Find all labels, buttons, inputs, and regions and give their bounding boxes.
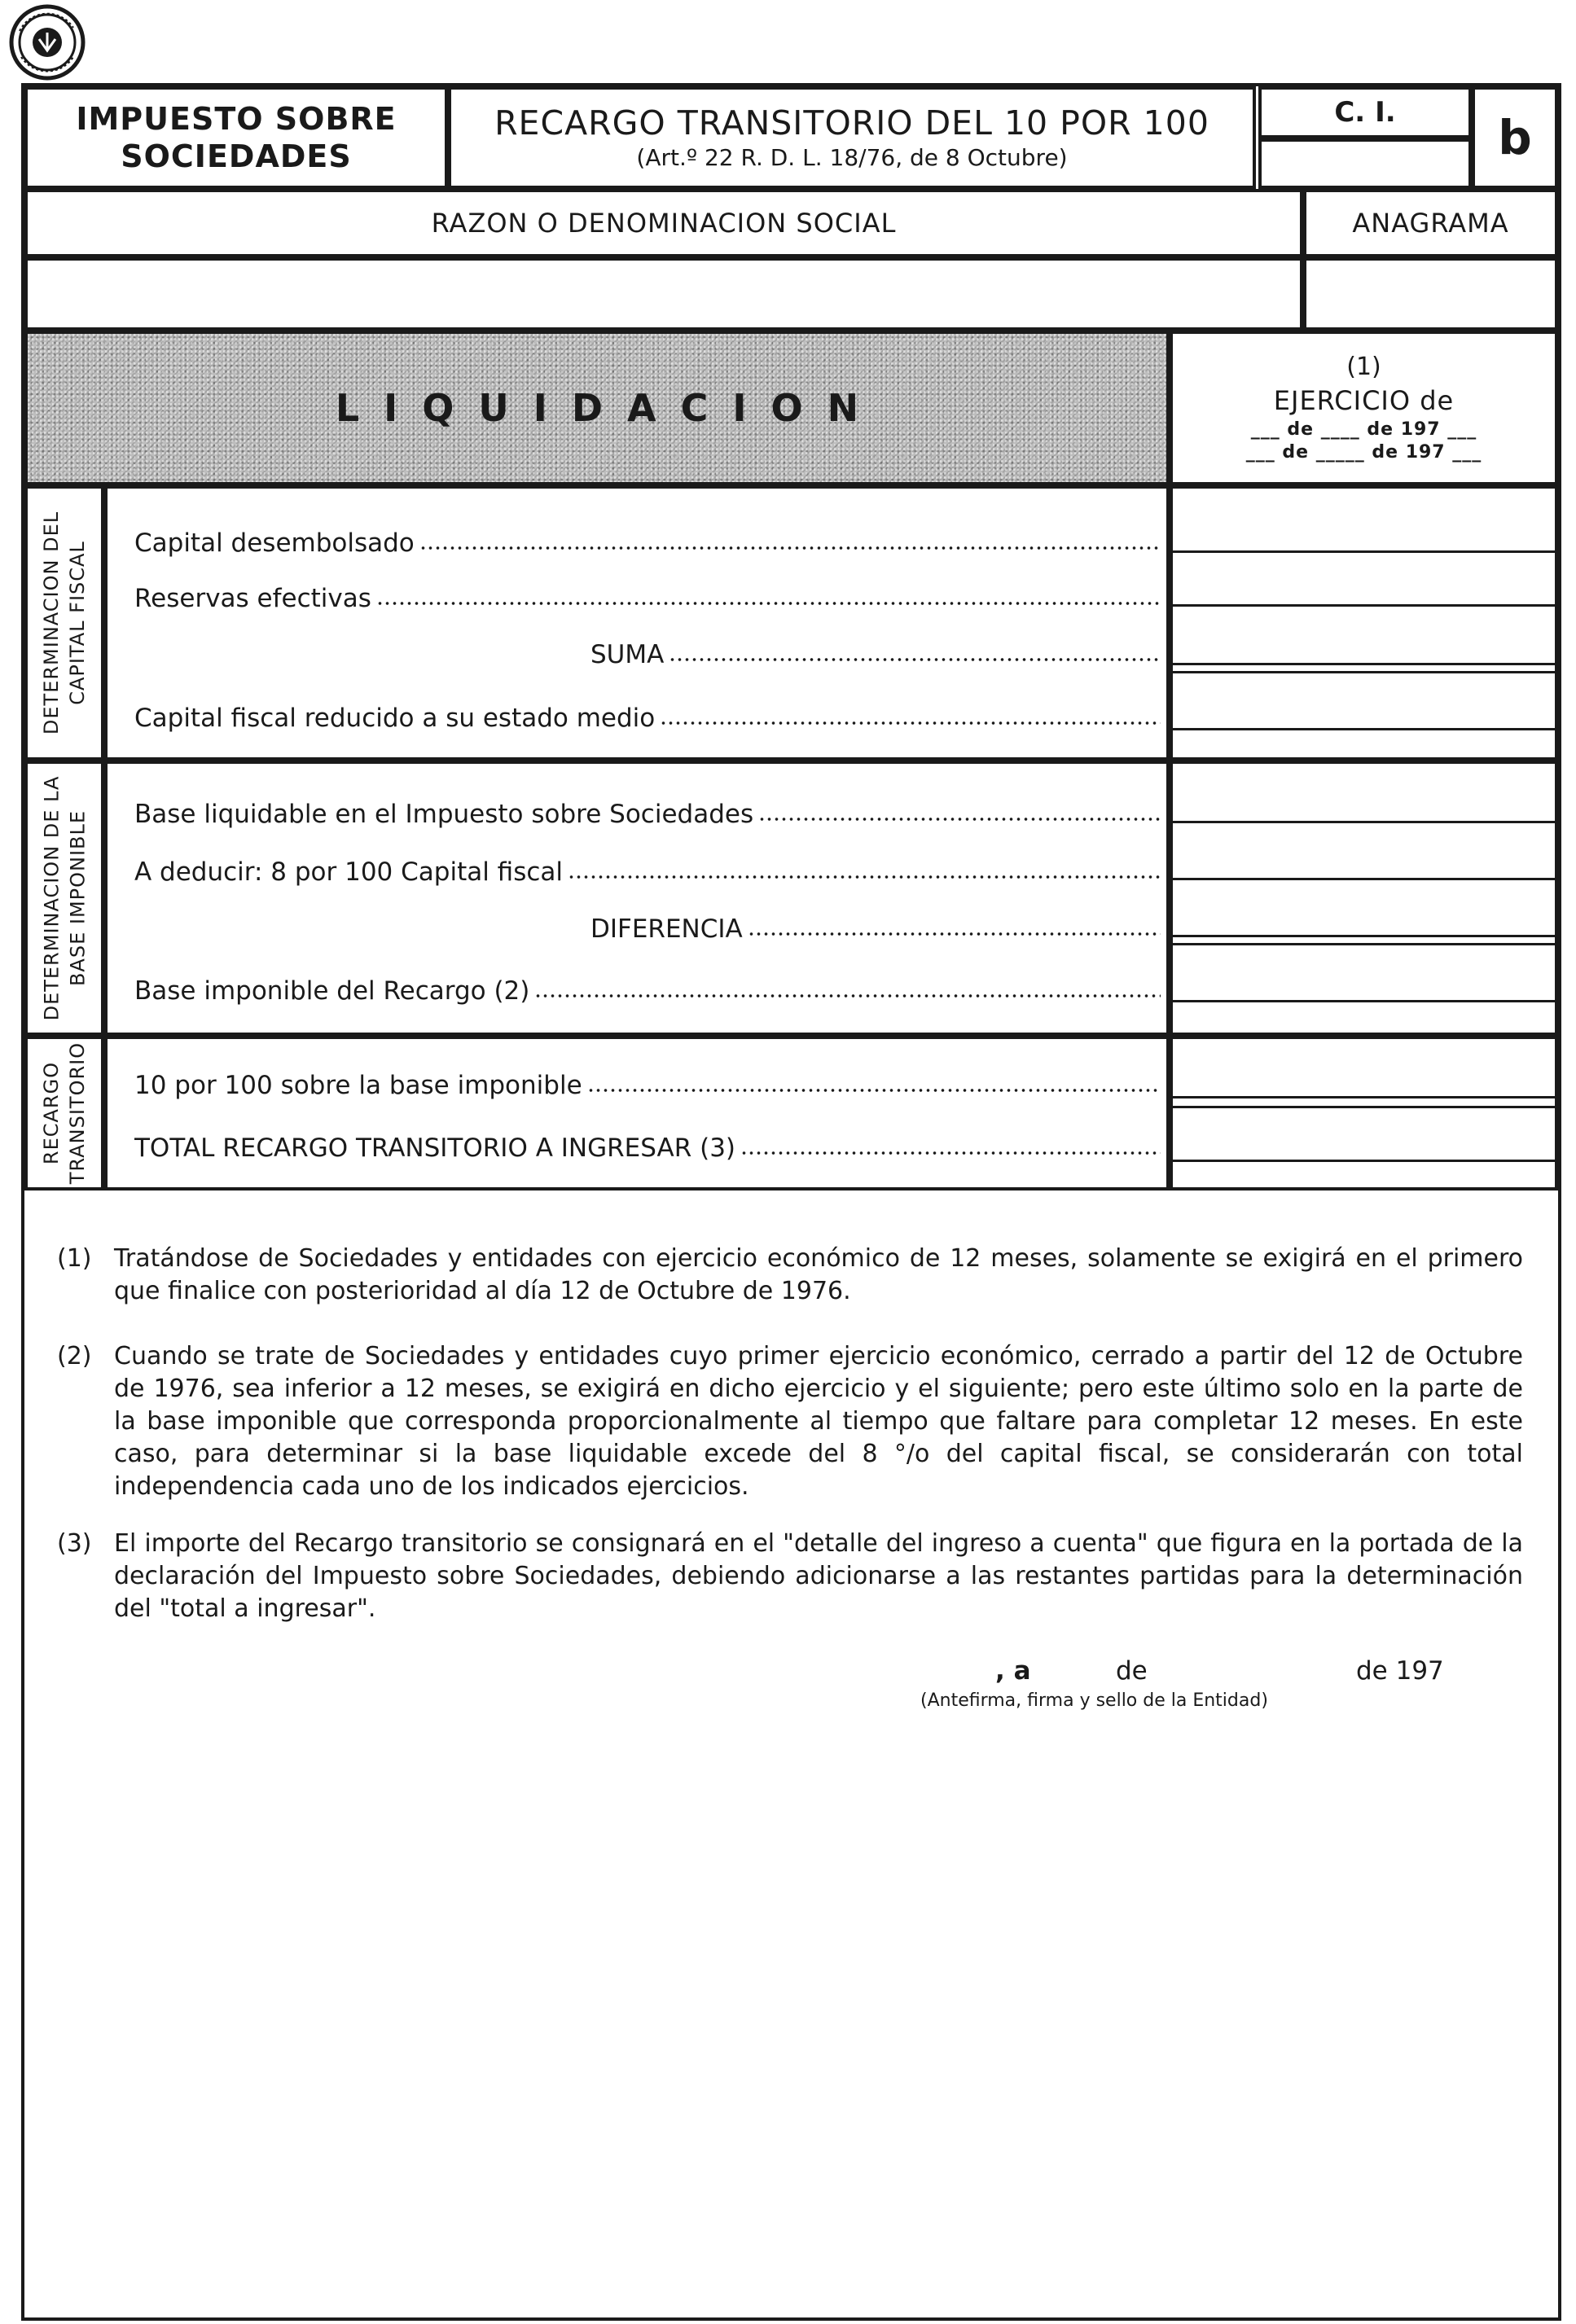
form-title-cell xyxy=(448,86,1256,189)
row-label: 10 por 100 sobre la base imponible xyxy=(134,1071,582,1100)
amount-line[interactable] xyxy=(1170,943,1558,945)
row-total-recargo xyxy=(134,1128,1161,1169)
footnote-number: (2) xyxy=(57,1342,92,1370)
dot-leader xyxy=(376,598,1161,609)
section-base-imponible-label xyxy=(24,761,104,1036)
signature-place[interactable]: , a xyxy=(995,1656,1031,1686)
row-label: Base liquidable en el Impuesto sobre Sociedades xyxy=(134,800,754,829)
section-label-line2: BASE IMPONIBLE xyxy=(66,809,89,987)
ejercicio-period-end[interactable]: ___ de _____ de 197 ___ xyxy=(1245,442,1482,463)
footnote-2 xyxy=(57,1340,1523,1503)
section-capital-fiscal-label xyxy=(24,485,104,761)
amount-line[interactable] xyxy=(1170,550,1558,553)
row-label: SUMA xyxy=(590,640,665,669)
amount-line[interactable] xyxy=(1170,671,1558,673)
anagram-field[interactable] xyxy=(1303,257,1558,331)
amount-line[interactable] xyxy=(1170,1160,1558,1162)
dot-leader xyxy=(419,542,1161,554)
amount-line[interactable] xyxy=(1170,728,1558,730)
row-suma xyxy=(134,634,1161,675)
tax-name-cell xyxy=(24,86,448,189)
amount-line[interactable] xyxy=(1170,663,1558,665)
form-subtitle: (Art.º 22 R. D. L. 18/76, de 8 Octubre) xyxy=(636,144,1068,171)
form-letter: b xyxy=(1472,86,1558,189)
footnote-text: Tratándose de Sociedades y entidades con ejercicio económico de 12 meses, solamente se exigirá en el primero que finalice con posterioridad al día 12 de Octubre de 1976. xyxy=(114,1244,1523,1305)
liquidacion-title: LIQUIDACION xyxy=(335,386,884,430)
section-label-line2: TRANSITORIO xyxy=(66,1041,89,1185)
section-label-line1: RECARGO xyxy=(40,1061,63,1165)
tax-name-line2: SOCIEDADES xyxy=(121,138,352,174)
footnote-3 xyxy=(57,1528,1523,1625)
dot-leader xyxy=(758,813,1161,825)
dot-leader xyxy=(740,1147,1161,1159)
dot-leader xyxy=(660,717,1161,729)
row-label: Capital fiscal reducido a su estado medio xyxy=(134,704,656,733)
row-label: A deducir: 8 por 100 Capital fiscal xyxy=(134,857,564,887)
dot-leader xyxy=(748,928,1161,940)
amount-line[interactable] xyxy=(1170,604,1558,607)
signature-year[interactable]: de 197 xyxy=(1356,1656,1444,1686)
row-capital-desembolsado xyxy=(134,523,1161,563)
section-base-imponible-amounts xyxy=(1170,761,1558,1036)
row-10-por-100 xyxy=(134,1065,1161,1106)
liquidacion-banner xyxy=(24,331,1170,485)
company-name-field[interactable] xyxy=(24,257,1303,331)
ejercicio-header xyxy=(1170,331,1558,485)
footnote-number: (1) xyxy=(57,1244,92,1273)
row-label: Reservas efectivas xyxy=(134,584,371,613)
footnote-text: El importe del Recargo transitorio se consignará en el "detalle del ingreso a cuenta" que figura en la portada de la declaración del Impuesto sobre Sociedades, debiendo adicionarse a las restantes partidas para la determinación del "total a ingresar". xyxy=(114,1529,1523,1623)
amount-line[interactable] xyxy=(1170,878,1558,880)
form-code-entry[interactable] xyxy=(1258,138,1472,189)
dot-leader xyxy=(669,654,1161,665)
row-label: Base imponible del Recargo (2) xyxy=(134,976,530,1006)
amount-line[interactable] xyxy=(1170,1106,1558,1108)
anagram-label: ANAGRAMA xyxy=(1303,189,1558,257)
section-label-line2: CAPITAL FISCAL xyxy=(66,541,90,705)
signature-caption: (Antefirma, firma y sello de la Entidad) xyxy=(920,1690,1268,1711)
ejercicio-label: EJERCICIO de xyxy=(1273,385,1455,416)
section-recargo-amounts xyxy=(1170,1036,1558,1191)
amount-line[interactable] xyxy=(1170,1096,1558,1098)
tax-name-line1: IMPUESTO SOBRE xyxy=(76,101,397,137)
row-capital-fiscal-medio xyxy=(134,698,1161,739)
footnote-1 xyxy=(57,1243,1523,1308)
official-seal-icon xyxy=(8,3,86,81)
ejercicio-period-start[interactable]: ___ de ____ de 197 ___ xyxy=(1250,419,1477,440)
row-label: Capital desembolsado xyxy=(134,528,415,558)
row-diferencia xyxy=(134,909,1161,949)
amount-line[interactable] xyxy=(1170,935,1558,937)
form-title: RECARGO TRANSITORIO DEL 10 POR 100 xyxy=(494,103,1209,143)
section-label-line1: DETERMINACION DE LA xyxy=(40,775,63,1021)
dot-leader xyxy=(534,990,1161,1002)
footnote-number: (3) xyxy=(57,1529,92,1558)
signature-day-de[interactable]: de xyxy=(1116,1656,1148,1686)
row-reservas-efectivas xyxy=(134,578,1161,619)
row-deducir-capital-fiscal xyxy=(134,852,1161,892)
footnote-text: Cuando se trate de Sociedades y entidades cuyo primer ejercicio económico, cerrado a partir del 12 de Octubre de 1976, sea inferior a 12 meses, se exigirá en dicho ejercicio y el siguiente; pero este último solo en la parte de la base imponible que corresponda proporcionalmente al tiempo que faltare para completar 12 meses. En este caso, para determinar si la base liquidable excede del 8 °/o del capital fiscal, se considerarán con total independencia cada uno de los indicados ejercicios. xyxy=(114,1342,1523,1501)
row-base-imponible-recargo xyxy=(134,971,1161,1011)
row-label: TOTAL RECARGO TRANSITORIO A INGRESAR (3) xyxy=(134,1133,736,1163)
row-label: DIFERENCIA xyxy=(590,914,743,944)
amount-line[interactable] xyxy=(1170,821,1558,823)
form-code: C. I. xyxy=(1258,86,1472,138)
section-capital-fiscal-amounts xyxy=(1170,485,1558,761)
dot-leader xyxy=(587,1085,1161,1096)
company-name-label: RAZON O DENOMINACION SOCIAL xyxy=(24,189,1303,257)
dot-leader xyxy=(568,871,1161,883)
amount-line[interactable] xyxy=(1170,1000,1558,1002)
section-recargo-label xyxy=(24,1036,104,1191)
ejercicio-note-ref: (1) xyxy=(1346,353,1381,381)
section-label-line1: DETERMINACION DEL xyxy=(40,511,64,735)
row-base-liquidable xyxy=(134,794,1161,835)
